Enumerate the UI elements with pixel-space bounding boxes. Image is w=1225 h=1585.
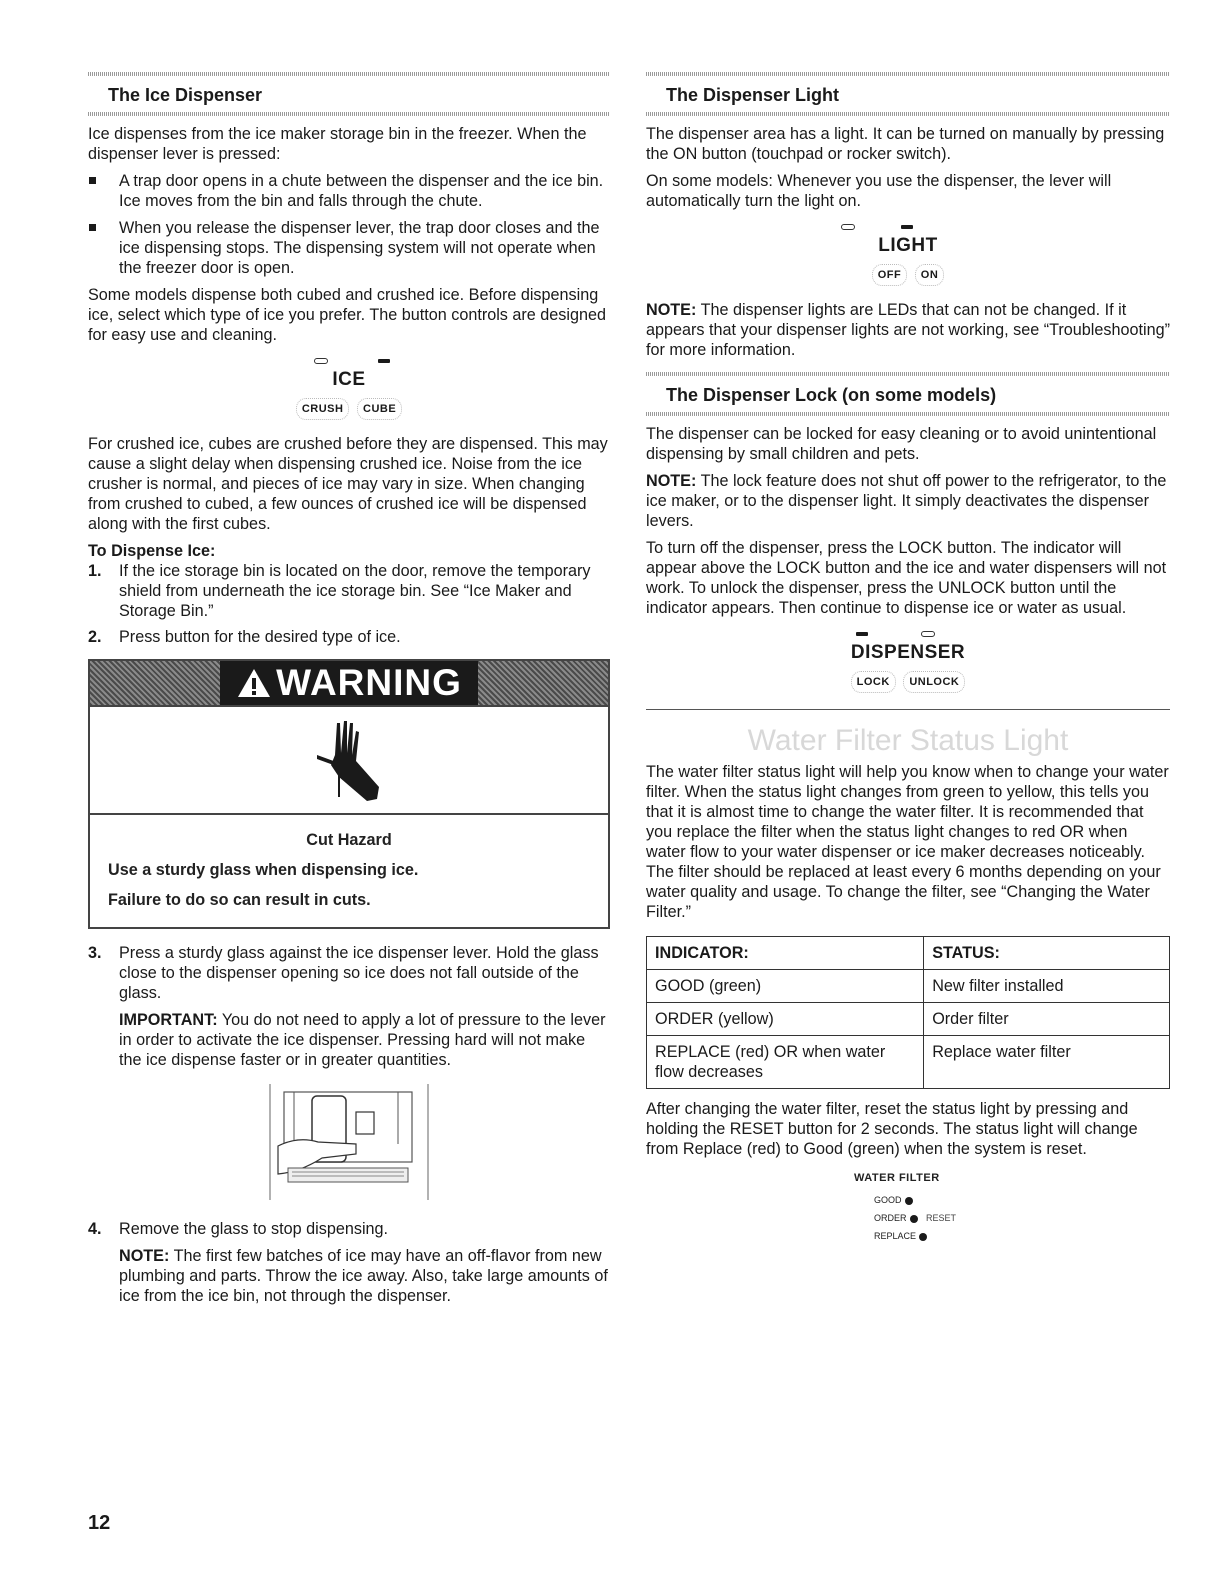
ice-para-3: For crushed ice, cubes are crushed before they are dispensed. This may cause a slight delay when dispensing crushed ice. Noise from the ice crusher is normal, and pieces of ice may vary in size. When changing from crushed to cubed, a few ounces of crushed ice will be dispensed along with the first cubes.: [88, 435, 608, 533]
light-para-1: The dispenser area has a light. It can be turned on manually by pressing the ON button (touchpad or rocker switch).: [646, 125, 1165, 163]
status-row-replace: [854, 1227, 1170, 1245]
note-label: NOTE:: [646, 301, 697, 319]
indicator-row: [646, 625, 1170, 641]
water-filter-panel: [854, 1169, 1170, 1245]
bullet-text: A trap door opens in a chute between the dispenser and the ice bin. Ice moves from the bin and falls through the chute.: [119, 172, 604, 210]
lock-para-1: The dispenser can be locked for easy cleaning or to avoid unintentional dispensing by small children and pets.: [646, 425, 1157, 463]
note-text: The lock feature does not shut off power to the refrigerator, to the ice maker, or to the dispenser light. It simply deactivates the dispenser levers.: [646, 472, 1167, 530]
subheading-to-dispense-ice: To Dispense Ice:: [88, 542, 216, 560]
status-row-good: [854, 1191, 1170, 1209]
light-para-2: On some models: Whenever you use the dispenser, the lever will automatically turn the light on.: [646, 172, 1112, 210]
important-text: You do not need to apply a lot of pressure to the lever in order to activate the ice dispenser. Pressing hard will not make the ice dispense faster or in greater quantities.: [119, 1011, 606, 1069]
warning-label: WARNING: [276, 662, 462, 703]
water-filter-para-1: The water filter status light will help you know when to change your water filter. When the status light changes from green to yellow, this tells you that it is almost time to change the water filter. It is recommended that you replace the filter when the status light changes to red OR when water flow to your water dispenser or ice maker decreases noticeably. The filter should be replaced at least every 6 months depending on your water quality and usage. To change the filter, see “Changing the Water Filter.”: [646, 763, 1169, 921]
note-label: NOTE:: [119, 1247, 170, 1265]
table-row: [647, 1036, 1170, 1089]
important-note: [119, 1010, 610, 1070]
table-cell: GOOD (green): [647, 970, 924, 1003]
step-item: [88, 561, 610, 621]
bullet-square-icon: [89, 224, 96, 231]
warning-banner: [90, 661, 608, 705]
step-number: 4.: [88, 1220, 102, 1238]
important-label: IMPORTANT:: [119, 1011, 218, 1029]
step-number: 3.: [88, 944, 102, 962]
table-cell: New filter installed: [924, 970, 1170, 1003]
warning-title: Cut Hazard: [306, 831, 392, 849]
light-note: [646, 300, 1170, 360]
ice-intro: Ice dispenses from the ice maker storage bin in the freezer. When the dispenser lever is pressed:: [88, 125, 587, 163]
dispenser-lock-panel: [646, 625, 1170, 693]
section-header-dispenser-light: [646, 72, 1170, 116]
status-light-icon: [910, 1215, 918, 1223]
indicator-row: [88, 352, 610, 368]
table-row: [647, 1003, 1170, 1036]
table-header-row: [647, 937, 1170, 970]
table-header-indicator: INDICATOR:: [647, 937, 924, 970]
step-text: If the ice storage bin is located on the door, remove the temporary shield from underneath the ice storage bin. See “Ice Maker and Storage Bin.”: [119, 562, 591, 620]
filter-status-table: [646, 936, 1170, 1089]
left-column: [88, 72, 610, 1312]
note-label: NOTE:: [646, 472, 697, 490]
table-cell: Replace water filter: [924, 1036, 1170, 1089]
bullet-square-icon: [89, 177, 96, 184]
table-cell: Order filter: [924, 1003, 1170, 1036]
water-filter-para-2: After changing the water filter, reset the status light by pressing and holding the RESET button for 2 seconds. The status light will change from Replace (red) to Good (green) when the system is reset.: [646, 1100, 1138, 1158]
lock-button[interactable]: LOCK: [851, 671, 896, 693]
table-header-status: STATUS:: [924, 937, 1170, 970]
page-number: 12: [88, 1512, 111, 1534]
warning-line-1: Use a sturdy glass when dispensing ice.: [108, 861, 419, 879]
cut-hazard-area: [90, 705, 608, 815]
note-text: The dispenser lights are LEDs that can not be changed. If it appears that your dispenser lights are not working, see “Troubleshooting” for more information.: [646, 301, 1170, 359]
bullet-item: [88, 218, 610, 278]
step-text: Press button for the desired type of ice.: [119, 628, 401, 646]
lock-para-3: To turn off the dispenser, press the LOCK button. The indicator will appear above the LOCK button and the ice and water dispensers will not work. To unlock the dispenser, press the UNLOCK button until the indicator appears. Then continue to dispense ice or water as usual.: [646, 539, 1167, 617]
section-header-ice-dispenser: [88, 72, 610, 116]
status-row-order: [854, 1209, 1170, 1227]
water-filter-title: Water Filter Status Light: [747, 724, 1069, 757]
warning-box: [88, 659, 610, 929]
water-filter-panel-title: WATER FILTER: [854, 1172, 940, 1184]
section-header-dispenser-lock: [646, 372, 1170, 416]
reset-button[interactable]: RESET: [926, 1213, 957, 1223]
ice-para-2: Some models dispense both cubed and crushed ice. Before dispensing ice, select which type of ice you prefer. The button controls are designed for easy use and cleaning.: [88, 286, 606, 344]
indicator-off-icon: [841, 224, 855, 230]
step-text: Remove the glass to stop dispensing.: [119, 1220, 389, 1238]
glass-dispensing-figure: [258, 1084, 610, 1205]
ice-control-panel: [88, 352, 610, 420]
section-divider: [646, 709, 1170, 710]
off-button[interactable]: OFF: [872, 264, 908, 286]
on-button[interactable]: ON: [915, 264, 945, 286]
ice-panel-title: ICE: [332, 369, 366, 390]
dispenser-panel-title: DISPENSER: [850, 642, 966, 663]
warning-line-2: Failure to do so can result in cuts.: [108, 891, 371, 909]
indicator-off-icon: [921, 631, 935, 637]
step-number: 1.: [88, 562, 102, 580]
bullet-text: When you release the dispenser lever, the trap door closes and the ice dispensing stops. The dispensing system will not operate when the freezer door is open.: [119, 219, 600, 277]
heading-dispenser-light: The Dispenser Light: [666, 85, 840, 105]
indicator-on-icon: [378, 359, 390, 363]
step-note: [119, 1246, 610, 1306]
crush-button[interactable]: CRUSH: [296, 398, 350, 420]
status-label: REPLACE: [874, 1231, 917, 1241]
step-item: [88, 627, 610, 647]
step-item: [88, 1219, 610, 1306]
note-text: The first few batches of ice may have an off-flavor from new plumbing and parts. Throw the ice away. Also, take large amounts of ice from the ice bin, not through the dispenser.: [119, 1247, 608, 1305]
indicator-on-icon: [856, 632, 868, 636]
status-label: GOOD: [874, 1195, 902, 1205]
cut-hand-icon: [309, 715, 389, 805]
heading-ice-dispenser: The Ice Dispenser: [108, 85, 263, 105]
bullet-item: [88, 171, 610, 211]
light-control-panel: [646, 218, 1170, 286]
warning-triangle-icon: [236, 667, 272, 699]
status-light-icon: [905, 1197, 913, 1205]
light-panel-title: LIGHT: [878, 235, 938, 256]
unlock-button[interactable]: UNLOCK: [903, 671, 965, 693]
table-cell: REPLACE (red) OR when water flow decreases: [647, 1036, 924, 1089]
step-number: 2.: [88, 628, 102, 646]
right-column: [646, 72, 1170, 1245]
glass-at-dispenser-icon: [258, 1084, 438, 1200]
status-light-icon: [919, 1233, 927, 1241]
table-cell: ORDER (yellow): [647, 1003, 924, 1036]
heading-dispenser-lock: The Dispenser Lock (on some models): [666, 385, 997, 405]
status-label: ORDER: [874, 1213, 907, 1223]
table-row: [647, 970, 1170, 1003]
step-item: [88, 943, 610, 1070]
indicator-off-icon: [314, 358, 328, 364]
step-text: Press a sturdy glass against the ice dispenser lever. Hold the glass close to the dispenser opening so ice does not fall outside of the glass.: [119, 944, 599, 1002]
indicator-row: [646, 218, 1170, 234]
lock-note: [646, 471, 1170, 531]
indicator-on-icon: [901, 225, 913, 229]
cube-button[interactable]: CUBE: [357, 398, 402, 420]
